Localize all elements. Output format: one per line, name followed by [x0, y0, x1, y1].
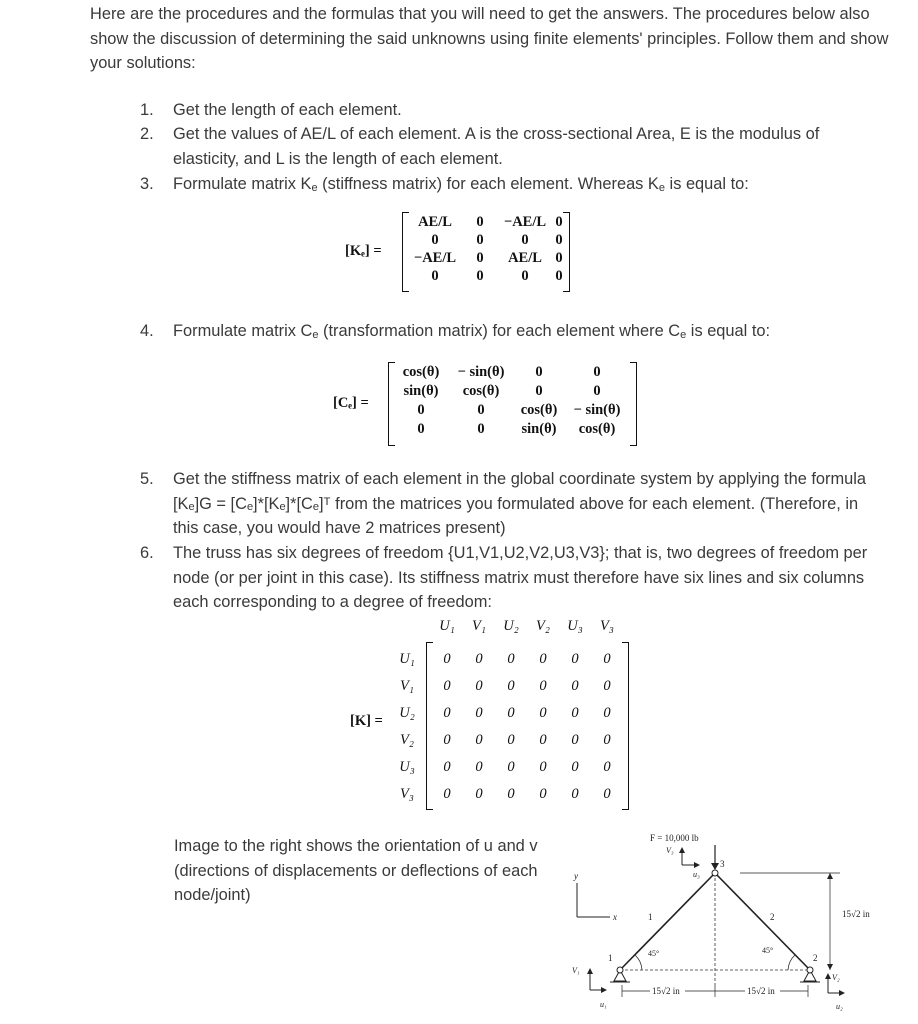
span-left-label: 15√2 in: [652, 986, 680, 996]
matrix-cell: 0: [507, 705, 515, 721]
matrix-cell: 0: [443, 759, 451, 775]
step-1: [140, 98, 880, 123]
figure-caption: Image to the right shows the orientation of u and v (directions of displacements or deflections of each node/joint): [174, 837, 538, 904]
step-number: 3.: [140, 175, 154, 193]
step-5: [140, 467, 880, 541]
element-2-label: 2: [770, 912, 775, 922]
row-header: V₃: [400, 786, 414, 802]
matrix-cell: 0: [507, 759, 515, 775]
matrix-cell: 0: [507, 786, 515, 802]
matrix-cell: 0: [475, 705, 483, 721]
matrix-cell: 0: [603, 732, 611, 748]
truss-diagram: [560, 825, 890, 1020]
matrix-cell: 0: [571, 732, 579, 748]
left-bracket: [426, 642, 433, 810]
step-text: Formulate matrix $K_e$ (stiffness matrix) for each element. Whereas $K_e$ is equal to:: [173, 175, 749, 194]
matrix-cell: cos(θ): [402, 364, 440, 380]
matrix-cell: cos(θ): [462, 383, 500, 399]
matrix-cell: 0: [603, 651, 611, 667]
ce-matrix: [333, 358, 643, 448]
step-2: [140, 122, 880, 172]
matrix-cell: 0: [476, 214, 484, 230]
matrix-cell: 0: [539, 786, 547, 802]
matrix-cell: 0: [603, 786, 611, 802]
matrix-cell: sin(θ): [403, 383, 439, 399]
row-header: V₂: [400, 732, 414, 748]
column-header: U₂: [503, 618, 519, 634]
matrix-cell: 0: [539, 759, 547, 775]
matrix-cell: 0: [476, 232, 484, 248]
matrix-cell: 0: [555, 214, 563, 230]
v2-label: V₂: [832, 973, 840, 982]
matrix-cell: 0: [521, 232, 529, 248]
matrix-cell: − sin(θ): [573, 402, 621, 418]
matrix-cell: 0: [593, 364, 601, 380]
matrix-cell: 0: [555, 232, 563, 248]
step-text: Get the length of each element.: [173, 101, 402, 119]
column-header: V₃: [600, 618, 614, 634]
angle-right-label: 45°: [762, 946, 774, 955]
v1-label: V₁: [572, 966, 580, 975]
matrix-cell: sin(θ): [521, 421, 557, 437]
v3-label: V₃: [666, 846, 674, 855]
matrix-cell: 0: [535, 383, 543, 399]
matrix-cell: cos(θ): [578, 421, 616, 437]
matrix-cell: 0: [521, 268, 529, 284]
matrix-cell: 0: [535, 364, 543, 380]
column-header: V₁: [472, 618, 486, 634]
step-text: Get the stiffness matrix of each element in the global coordinate system by applying the formula [Kₑ]G = [Cₑ]*[Kₑ]*[Cₑ]ᵀ from the matrices you formulated above for each element. (Therefore, in this case, you would have 2 matrices present): [173, 470, 867, 537]
matrix-cell: 0: [431, 268, 439, 284]
step-6: [140, 541, 880, 615]
matrix-cell: 0: [571, 786, 579, 802]
matrix-cell: 0: [475, 759, 483, 775]
element-1-label: 1: [648, 912, 653, 922]
matrix-cell: 0: [539, 651, 547, 667]
matrix-cell: 0: [571, 651, 579, 667]
matrix-cell: 0: [593, 383, 601, 399]
step-number: 4.: [140, 322, 154, 340]
matrix-cell: 0: [571, 705, 579, 721]
matrix-cell: 0: [475, 678, 483, 694]
matrix-cell: 0: [571, 759, 579, 775]
step-4: [140, 319, 880, 344]
k-matrix: [350, 618, 640, 813]
matrix-cell: 0: [507, 678, 515, 694]
step-number: 1.: [140, 101, 154, 119]
span-right-label: 15√2 in: [747, 986, 775, 996]
node-3-label: 3: [720, 859, 725, 869]
height-label: 15√2 in: [842, 909, 870, 919]
matrix-cell: 0: [603, 678, 611, 694]
matrix-cell: 0: [443, 705, 451, 721]
matrix-cell: 0: [443, 786, 451, 802]
matrix-cell: 0: [443, 651, 451, 667]
matrix-cell: 0: [571, 678, 579, 694]
element-2-member: [715, 873, 810, 970]
matrix-cell: −AE/L: [413, 250, 457, 266]
force-label: F = 10,000 lb: [650, 833, 699, 843]
right-bracket: [622, 642, 629, 810]
step-number: 2.: [140, 125, 154, 143]
matrix-cell: 0: [555, 268, 563, 284]
column-header: U₁: [439, 618, 455, 634]
matrix-cell: 0: [539, 678, 547, 694]
row-header: U₃: [399, 759, 415, 775]
step-number: 5.: [140, 470, 154, 488]
matrix-cell: 0: [507, 651, 515, 667]
angle-left-label: 45°: [648, 949, 660, 958]
matrix-cell: AE/L: [418, 214, 452, 230]
matrix-cell: 0: [603, 705, 611, 721]
matrix-cell: 0: [477, 402, 485, 418]
k-matrix-label: [K] =: [350, 713, 383, 729]
ce-matrix-label: [Cₑ] =: [333, 395, 369, 411]
node-2-label: 2: [813, 953, 818, 963]
column-header: V₂: [536, 618, 550, 634]
matrix-cell: 0: [475, 651, 483, 667]
matrix-cell: 0: [417, 421, 425, 437]
matrix-cell: 0: [507, 732, 515, 748]
column-header: U₃: [567, 618, 583, 634]
matrix-cell: cos(θ): [520, 402, 558, 418]
matrix-cell: −AE/L: [503, 214, 547, 230]
matrix-cell: 0: [477, 421, 485, 437]
matrix-cell: AE/L: [508, 250, 542, 266]
u2-label: u₂: [836, 1002, 843, 1011]
y-axis-label: y: [574, 871, 578, 881]
matrix-cell: 0: [539, 705, 547, 721]
row-header: V₁: [400, 678, 414, 694]
row-header: U₂: [399, 705, 415, 721]
matrix-cell: 0: [475, 732, 483, 748]
step-text: The truss has six degrees of freedom {U1,V1,U2,V2,U3,V3}; that is, two degrees of freedom per node (or per joint in this case). Its stiffness matrix must therefore have six lines and six columns each corresponding to a degree of freedom:: [173, 544, 868, 611]
step-3: [140, 172, 880, 197]
matrix-cell: 0: [443, 678, 451, 694]
matrix-cell: 0: [431, 232, 439, 248]
matrix-cell: 0: [476, 250, 484, 266]
step-text: Get the values of AE/L of each element. A is the cross-sectional Area, E is the modulus of elasticity, and L is the length of each element.: [173, 125, 820, 168]
node-1-label: 1: [608, 953, 613, 963]
x-axis-label: x: [613, 912, 617, 922]
matrix-cell: 0: [476, 268, 484, 284]
u1-label: u₁: [600, 1000, 607, 1009]
matrix-cell: 0: [555, 250, 563, 266]
matrix-cell: 0: [443, 732, 451, 748]
ke-matrix: [345, 210, 595, 295]
u3-label: u₃: [693, 870, 700, 879]
ke-matrix-label: [Kₑ] =: [345, 243, 382, 259]
step-number: 6.: [140, 544, 154, 562]
matrix-cell: 0: [603, 759, 611, 775]
matrix-cell: 0: [539, 732, 547, 748]
matrix-cell: 0: [475, 786, 483, 802]
matrix-cell: − sin(θ): [457, 364, 505, 380]
step-text: Formulate matrix $C_e$ (transformation matrix) for each element where $C_e$ is equal to:: [173, 322, 771, 341]
row-header: U₁: [399, 651, 415, 667]
intro-paragraph: Here are the procedures and the formulas that you will need to get the answers. The procedures below also show the discussion of determining the said unknowns using finite elements' principles. Follow them and show your solutions:: [90, 5, 889, 72]
matrix-cell: 0: [417, 402, 425, 418]
element-1-member: [620, 873, 715, 970]
